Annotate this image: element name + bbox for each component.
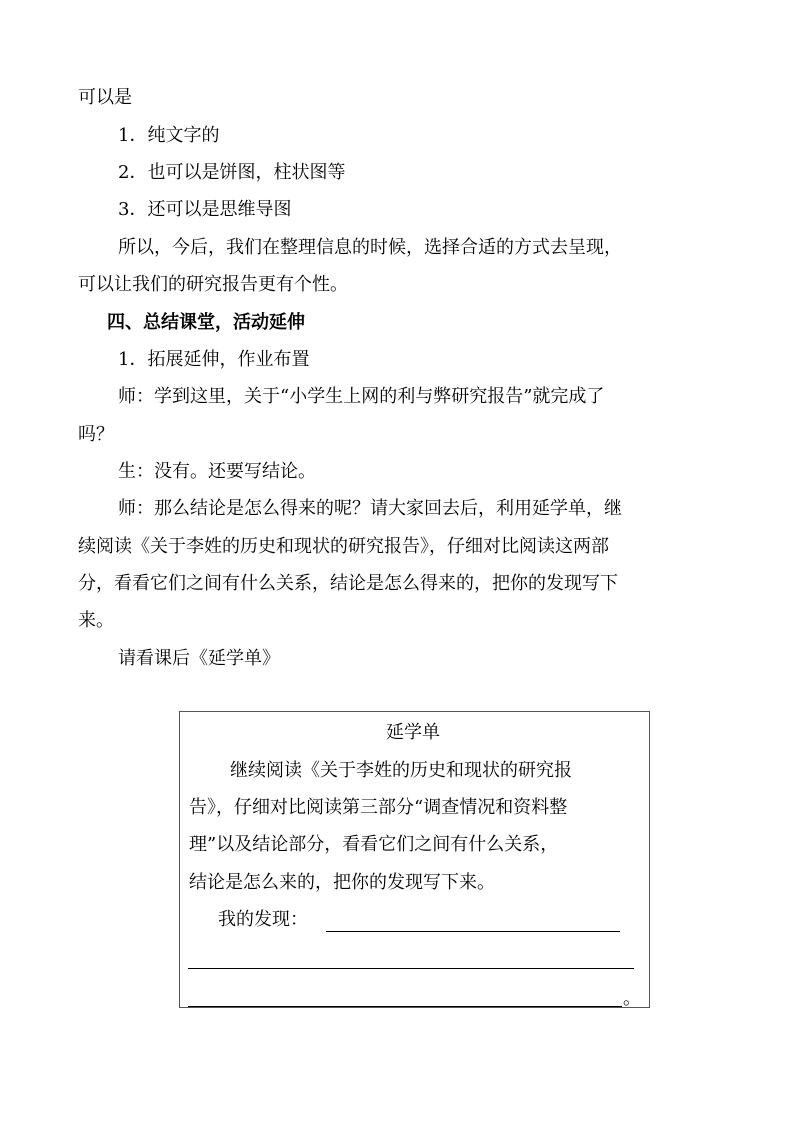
worksheet-line: 结论是怎么来的，把你的发现写下来。 (189, 872, 495, 893)
discovery-label: 我的发现： (218, 909, 308, 930)
answer-line[interactable] (188, 1006, 622, 1007)
paragraph-line: 可以让我们的研究报告更有个性。 (78, 274, 348, 295)
answer-line[interactable] (188, 968, 634, 969)
list-item: 1．纯文字的 (118, 125, 220, 146)
list-item: 1．拓展延伸，作业布置 (118, 349, 310, 370)
paragraph-line: 来。 (78, 610, 114, 631)
worksheet-line: 告》，仔细对比阅读第三部分“调查情况和资料整 (189, 797, 568, 818)
answer-line[interactable] (326, 931, 620, 932)
worksheet-title: 延学单 (386, 722, 440, 743)
paragraph-line: 分，看看它们之间有什么关系，结论是怎么得来的，把你的发现写下 (78, 573, 618, 594)
worksheet-line: 理”以及结论部分，看看它们之间有什么关系， (189, 834, 559, 855)
text-line: 可以是 (78, 87, 132, 108)
paragraph-line: 师：那么结论是怎么得来的呢？请大家回去后，利用延学单，继 (118, 498, 622, 519)
paragraph-line: 所以，今后，我们在整理信息的时候，选择合适的方式去呈现， (118, 237, 622, 258)
list-item: 2．也可以是饼图，柱状图等 (118, 162, 346, 183)
paragraph-line: 师：学到这里，关于“小学生上网的利与弊研究报告”就完成了 (118, 386, 605, 407)
list-item: 3．还可以是思维导图 (118, 199, 292, 220)
worksheet-box (179, 711, 650, 1008)
section-heading: 四、总结课堂，活动延伸 (107, 312, 305, 333)
end-mark: 。 (623, 988, 641, 1009)
worksheet-line: 继续阅读《关于李姓的历史和现状的研究报 (230, 760, 572, 781)
paragraph-line: 续阅读《关于李姓的历史和现状的研究报告》，仔细对比阅读这两部 (78, 536, 609, 557)
paragraph-line: 生：没有。还要写结论。 (118, 461, 316, 482)
paragraph-line: 吗？ (78, 424, 114, 445)
paragraph-line: 请看课后《延学单》 (118, 648, 280, 669)
